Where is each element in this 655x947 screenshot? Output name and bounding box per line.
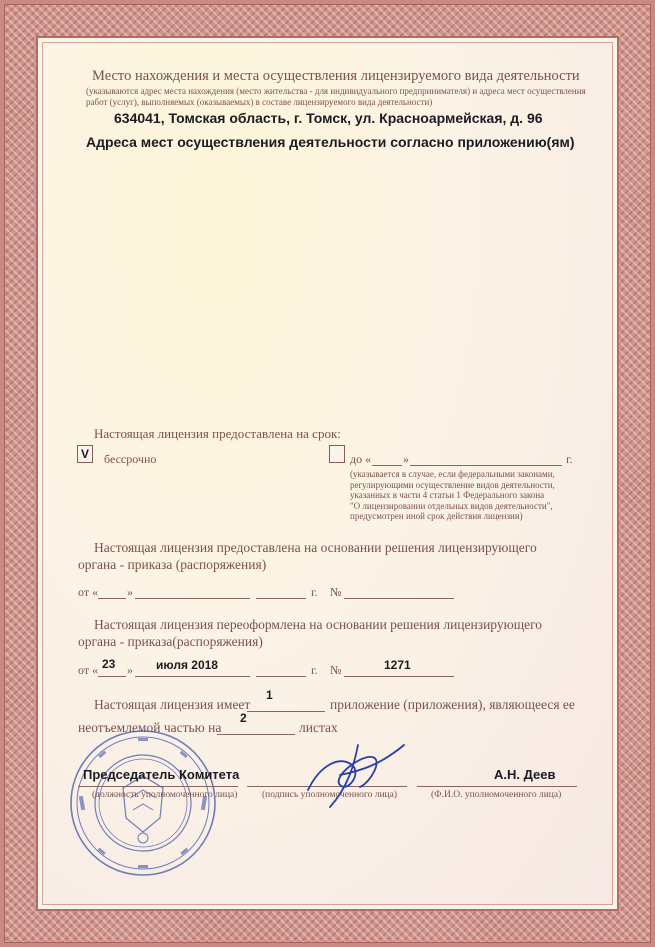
section-note-line2: работ (услуг), выполняемых (оказываемых) в составе лицензируемого вида деятельности) [86, 97, 433, 107]
basis-number-line [344, 598, 454, 599]
official-seal-icon [68, 728, 218, 878]
appendix-sheets-line [217, 734, 295, 735]
basis-number-label: № [330, 585, 342, 599]
perpetual-label: бессрочно [104, 452, 157, 466]
reissue-year-suffix: г. [311, 663, 318, 677]
position-line [78, 786, 238, 787]
reissue-from: от « [78, 663, 99, 677]
reissue-year-line [256, 676, 306, 677]
appendix-text1: Настоящая лицензия имеет [94, 697, 251, 712]
section-note-line1: (указываются адрес места нахождения (место жительства - для индивидуального предпринимателя) и адреса мест осуществления [86, 86, 586, 96]
caption-signature: (подпись уполномоченного лица) [262, 790, 398, 800]
activities-address: Адреса мест осуществления деятельности согласно приложению(ям) [86, 134, 575, 150]
reissue-month-year: июля 2018 [156, 658, 218, 672]
basis-year-line [256, 598, 306, 599]
term-note-4: "О лицензировании отдельных видов деятельности", [350, 500, 553, 511]
reissue-line2: органа - приказа(распоряжения) [78, 634, 263, 649]
basis-close-quote: » [127, 585, 133, 599]
appendix-text2: приложение (приложения), являющееся ее [330, 697, 575, 712]
appendix-text3: неотъемлемой частью на [78, 720, 222, 735]
until-checkbox [329, 445, 345, 463]
basis-day-line [98, 598, 126, 599]
caption-position: (должность уполномоченного лица) [92, 790, 238, 800]
basis-month-line [135, 598, 250, 599]
term-heading: Настоящая лицензия предоставлена на срок: [94, 426, 341, 441]
basis-from: от « [78, 585, 99, 599]
until-year-suffix: г. [566, 452, 573, 466]
perpetual-checkbox: V [77, 445, 93, 463]
caption-name: (Ф.И.О. уполномоченного лица) [431, 790, 562, 800]
until-prefix: до « [350, 452, 372, 466]
term-note-2: регулирующими осуществление видов деятельности, [350, 479, 555, 490]
reissue-day: 23 [102, 657, 116, 671]
main-address: 634041, Томская область, г. Томск, ул. Красноармейская, д. 96 [114, 110, 543, 126]
name-line [417, 786, 577, 787]
basis-line2: органа - приказа (распоряжения) [78, 557, 267, 572]
handwritten-signature-icon [300, 735, 410, 810]
reissue-month-line [135, 676, 250, 677]
reissue-number-label: № [330, 663, 342, 677]
until-day-line [372, 465, 402, 466]
reissue-close-quote: » [127, 663, 133, 677]
section-title: Место нахождения и места осуществления лицензируемого вида деятельности [92, 68, 580, 84]
basis-line1: Настоящая лицензия предоставлена на основании решения лицензирующего [94, 540, 537, 555]
reissue-number-line [344, 676, 454, 677]
appendix-text4: листах [299, 720, 338, 735]
term-note-1: (указывается в случае, если федеральными законами, [350, 469, 555, 479]
basis-year-suffix: г. [311, 585, 318, 599]
appendix-count-line [247, 711, 325, 712]
term-note-5: предусмотрен иной срок действия лицензии) [350, 511, 523, 521]
until-date-line [410, 465, 562, 466]
signatory-name: А.Н. Деев [494, 767, 556, 782]
reissue-day-line [98, 676, 126, 677]
term-note-3: указанных в части 4 статьи 1 Федерального закона [350, 490, 545, 500]
reissue-number: 1271 [384, 658, 411, 672]
appendix-sheets: 2 [240, 711, 247, 725]
appendix-count: 1 [266, 688, 273, 702]
until-close-quote: » [403, 452, 409, 466]
signatory-position: Председатель Комитета [83, 767, 240, 782]
reissue-line1: Настоящая лицензия переоформлена на основании решения лицензирующего [94, 617, 543, 632]
